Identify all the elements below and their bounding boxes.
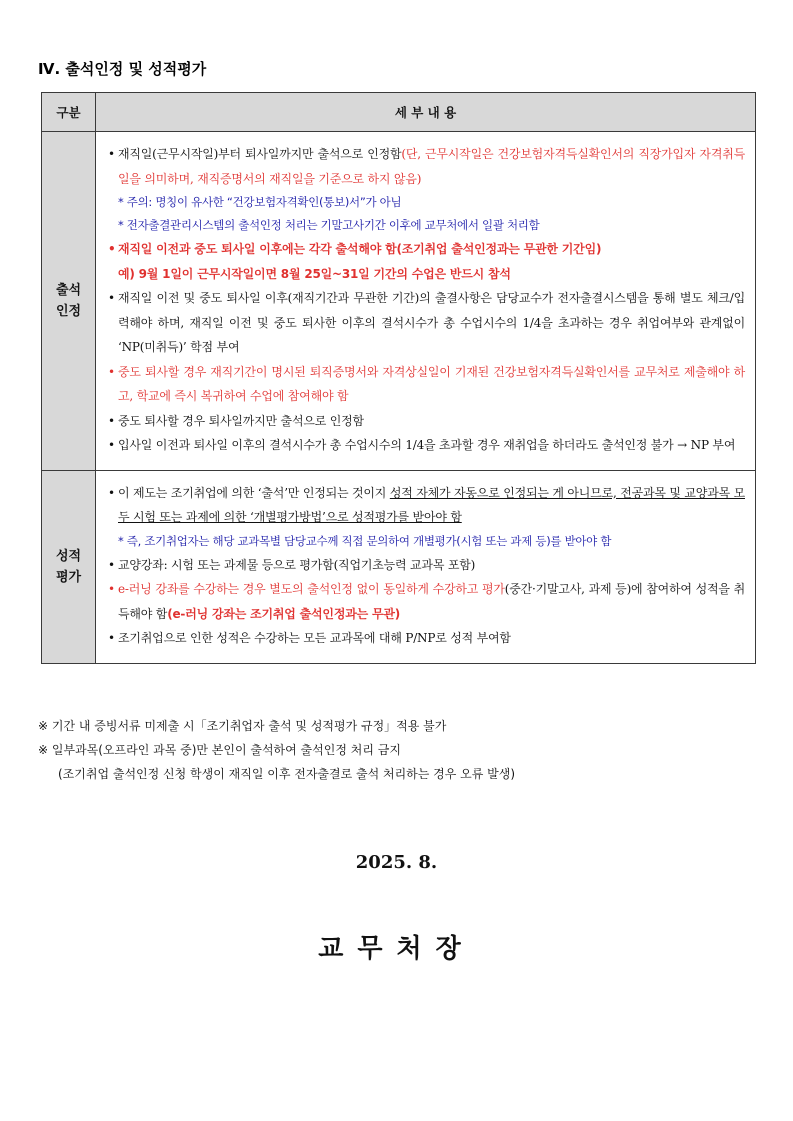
list-item: • 중도 퇴사할 경우 퇴사일까지만 출석으로 인정함 <box>108 409 745 434</box>
grading-note1: * 즉, 조기취업자는 해당 교과목별 담당교수께 직접 문의하여 개별평가(시험 또는 과제 등)를 받아야 함 <box>118 533 612 548</box>
footnote-2: ※ 일부과목(오프라인 과목 중)만 본인이 출석하여 출석인정 처리 금지 <box>38 743 401 757</box>
attendance-grading-table <box>41 92 756 664</box>
attendance-note2: * 전자출결관리시스템의 출석인정 처리는 기말고사기간 이후에 교무처에서 일괄 처리함 <box>118 218 540 232</box>
grading-bullet4: 조기취업으로 인한 성적은 수강하는 모든 교과목에 대해 P/NP로 성적 부여함 <box>118 631 511 645</box>
attendance-label-line1: 출석 <box>55 282 82 298</box>
grading-bullet1-main: 이 제도는 조기취업에 의한 ‘출석’만 인정되는 것이지 <box>118 485 390 500</box>
list-item: • 교양강좌: 시험 또는 과제물 등으로 평가함(직업기초능력 교과목 포함) <box>108 553 745 578</box>
list-item: • 조기취업으로 인한 성적은 수강하는 모든 교과목에 대해 P/NP로 성적 부여함 <box>108 626 745 651</box>
grading-bullet1-underlined: 성적 자체가 자동으로 인정되는 게 아니므로, 전공과목 및 교양과목 모두 시험 또는 과제에 의한 ‘개별평가방법’으로 성적평가를 받아야 함 <box>118 485 745 524</box>
list-item: • 이 제도는 조기취업에 의한 ‘출석’만 인정되는 것이지 성적 자체가 자동으로 인정되는 게 아니므로, 전공과목 및 교양과목 모두 시험 또는 과제에 의한 ‘개별평가방법’으로 성적평가를 받아야 함 <box>108 485 745 524</box>
grading-label-line1: 성적 <box>55 548 82 564</box>
footnote-1: ※ 기간 내 증빙서류 미제출 시「조기취업자 출석 및 성적평가 규정」적용 불가 <box>38 719 447 733</box>
header-details: 세 부 내 용 <box>96 93 756 132</box>
attendance-note1: * 주의: 명칭이 유사한 “건강보험자격확인(통보)서”가 아님 <box>118 195 402 209</box>
list-item: • 재직일(근무시작일)부터 퇴사일까지만 출석으로 인정함(단, 근무시작일은 건강보험자격득실확인서의 직장가입자 자격취득일을 의미하며, 재직증명서의 재직일을 기준으로 하지 않음) <box>108 147 745 186</box>
grading-bullet3-red: e-러닝 강좌를 수강하는 경우 별도의 출석인정 없이 동일하게 수강하고 평가 <box>118 582 505 596</box>
attendance-bullet4: 중도 퇴사할 경우 재직기간이 명시된 퇴직증명서와 자격상실일이 기재된 건강보험자격득실확인서를 교무처로 제출해야 하고, 학교에 즉시 복귀하여 수업에 참여해야 함 <box>118 364 745 403</box>
attendance-category <box>42 132 96 471</box>
document-date: 2025. 8. <box>355 852 438 873</box>
section-title: Ⅳ. 출석인정 및 성적평가 <box>38 60 207 78</box>
list-item: • 재직일 이전 및 중도 퇴사일 이후(재직기간과 무관한 기간)의 출결사항은 담당교수가 전자출결시스템을 통해 별도 체크/입력해야 하며, 재직일 이전 및 중도 퇴사한 이후의 결석시수가 총 수업시수의 1/4을 초과하는 경우 취업여부와 관계없이 ‘NP(미취득)’ 학점 부여 <box>108 286 745 360</box>
list-item: • 재직일 이전과 중도 퇴사일 이후에는 각각 출석해야 함(조기취업 출석인정과는 무관한 기간임) 예) 9월 1일이 근무시작일이면 8월 25일~31일 기간의 수업은 반드시 참석 <box>108 237 745 286</box>
header-category: 구분 <box>42 93 96 132</box>
attendance-bullet1-main: 재직일(근무시작일)부터 퇴사일까지만 출석으로 인정함 <box>118 147 402 161</box>
list-item: • 중도 퇴사할 경우 재직기간이 명시된 퇴직증명서와 자격상실일이 기재된 건강보험자격득실확인서를 교무처로 제출해야 하고, 학교에 즉시 복귀하여 수업에 참여해야 함 <box>108 360 745 409</box>
signature: 교무처장 <box>318 934 475 964</box>
grading-bullet3-bold: (e-러닝 강좌는 조기취업 출석인정과는 무관) <box>167 606 401 621</box>
grading-bullet2: 교양강좌: 시험 또는 과제물 등으로 평가함(직업기초능력 교과목 포함) <box>118 557 476 572</box>
list-item: • 입사일 이전과 퇴사일 이후의 결석시수가 총 수업시수의 1/4을 초과할 경우 재취업을 하더라도 출석인정 불가 → NP 부여 <box>108 433 745 458</box>
attendance-label-line2: 인정 <box>55 303 82 319</box>
grading-details <box>96 470 756 663</box>
footnote-2-sub: (조기취업 출석인정 신청 학생이 재직일 이후 전자출결로 출석 처리하는 경우 오류 발생) <box>58 767 516 781</box>
attendance-row <box>42 132 756 471</box>
list-item: • e-러닝 강좌를 수강하는 경우 별도의 출석인정 없이 동일하게 수강하고 평가(중간·기말고사, 과제 등)에 참여하여 성적을 취득해야 함(e-러닝 강좌는 조기취업 출석인정과는 무관) <box>108 582 745 621</box>
attendance-bullet6: 입사일 이전과 퇴사일 이후의 결석시수가 총 수업시수의 1/4을 초과할 경우 재취업을 하더라도 출석인정 불가 → NP 부여 <box>118 438 736 452</box>
attendance-bullet2-line2: 예) 9월 1일이 근무시작일이면 8월 25일~31일 기간의 수업은 반드시 참석 <box>118 266 511 281</box>
attendance-bullet1-red: (단, 근무시작일은 건강보험자격득실확인서의 직장가입자 자격취득일을 의미하며, 재직증명서의 재직일을 기준으로 하지 않음) <box>118 147 745 186</box>
attendance-bullet3: 재직일 이전 및 중도 퇴사일 이후(재직기간과 무관한 기간)의 출결사항은 담당교수가 전자출결시스템을 통해 별도 체크/입력해야 하며, 재직일 이전 및 중도 퇴사한 이후의 결석시수가 총 수업시수의 1/4을 초과하는 경우 취업여부와 관계없이 ‘NP(미취득)’ 학점 부여 <box>118 291 745 354</box>
table-header-row <box>42 93 756 132</box>
grading-label-line2: 평가 <box>55 569 82 585</box>
attendance-bullet2-line1: 재직일 이전과 중도 퇴사일 이후에는 각각 출석해야 함(조기취업 출석인정과는 무관한 기간임) <box>118 242 602 256</box>
attendance-bullet5: 중도 퇴사할 경우 퇴사일까지만 출석으로 인정함 <box>118 413 364 428</box>
grading-category <box>42 470 96 663</box>
grading-row <box>42 470 756 663</box>
grading-bullet3-main: (중간·기말고사, 과제 등)에 참여하여 성적을 취득해야 함 <box>118 582 745 621</box>
footnotes <box>38 714 515 786</box>
attendance-details <box>96 132 756 471</box>
